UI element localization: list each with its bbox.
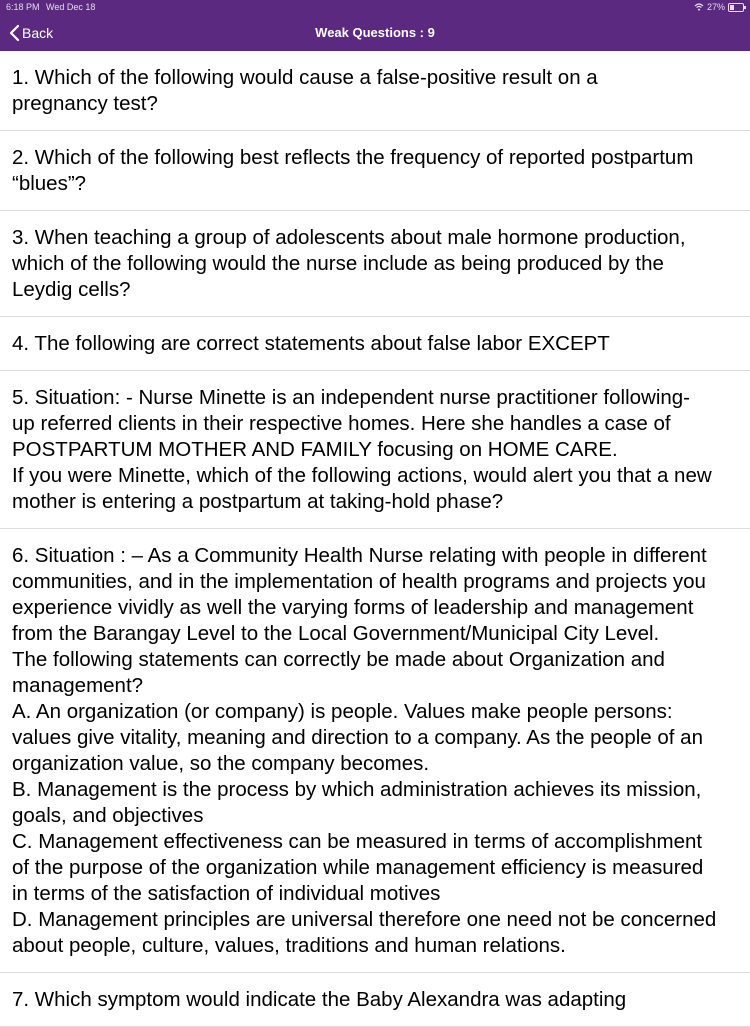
question-item[interactable] [0, 211, 750, 317]
question-text-line: C. Management effectiveness can be measured in terms of accomplishment [12, 830, 703, 853]
status-right [694, 0, 744, 14]
question-text-line: “blues”? [12, 172, 87, 195]
question-text-line: values give vitality, meaning and direction to a company. As the people of an [12, 726, 703, 749]
question-item[interactable] [0, 131, 750, 211]
wifi-icon [694, 3, 704, 11]
question-text-line: pregnancy test? [12, 92, 158, 115]
question-item[interactable] [0, 51, 750, 131]
question-text-line: 1. Which of the following would cause a false-positive result on a [12, 66, 598, 89]
question-text-line: Leydig cells? [12, 278, 131, 301]
question-text-line: 5. Situation: - Nurse Minette is an independent nurse practitioner following- [12, 386, 691, 409]
question-text-line: POSTPARTUM MOTHER AND FAMILY focusing on HOME CARE. [12, 438, 618, 461]
question-text-line: D. Management principles are universal therefore one need not be concerned [12, 908, 717, 931]
question-text-line: 2. Which of the following best reflects the frequency of reported postpartum [12, 146, 694, 169]
page-title: Weak Questions : 9 [315, 25, 435, 40]
battery-icon [728, 3, 744, 12]
question-text-line: from the Barangay Level to the Local Government/Municipal City Level. [12, 622, 660, 645]
question-text-line: of the purpose of the organization while management efficiency is measured [12, 856, 704, 879]
question-list [0, 51, 750, 1027]
question-text-line: 4. The following are correct statements about false labor EXCEPT [12, 332, 610, 355]
status-bar [0, 0, 750, 14]
question-text-line: If you were Minette, which of the following actions, would alert you that a new [12, 464, 712, 487]
question-text-line: mother is entering a postpartum at taking-hold phase? [12, 490, 504, 513]
question-text-line: 6. Situation : – As a Community Health Nurse relating with people in different [12, 544, 707, 567]
question-item[interactable] [0, 371, 750, 529]
question-text-line: The following statements can correctly be made about Organization and [12, 648, 665, 671]
question-text-line: B. Management is the process by which administration achieves its mission, [12, 778, 702, 801]
question-item[interactable] [0, 973, 750, 1027]
status-date: Wed Dec 18 [46, 2, 96, 12]
question-text-line: management? [12, 674, 144, 697]
question-text-line: about people, culture, values, traditions and human relations. [12, 934, 566, 957]
back-label: Back [22, 24, 54, 41]
battery-percent: 27% [706, 2, 725, 12]
question-text-line: organization value, so the company becomes. [12, 752, 430, 775]
question-text-line: goals, and objectives [12, 804, 204, 827]
question-text-line: 3. When teaching a group of adolescents about male hormone production, [12, 226, 686, 249]
nav-bar [0, 14, 750, 51]
chevron-left-icon [8, 24, 22, 42]
question-text-line: in terms of the satisfaction of individual motives [12, 882, 441, 905]
question-text-line: which of the following would the nurse include as being produced by the [12, 252, 664, 275]
question-item[interactable] [0, 317, 750, 371]
back-button[interactable] [8, 14, 53, 51]
status-time: 6:18 PM [6, 2, 40, 12]
question-text-line: 7. Which symptom would indicate the Baby Alexandra was adapting [12, 988, 627, 1011]
question-text-line: communities, and in the implementation of health programs and projects you [12, 570, 706, 593]
question-text-line: experience vividly as well the varying forms of leadership and management [12, 596, 694, 619]
question-text-line: up referred clients in their respective homes. Here she handles a case of [12, 412, 671, 435]
question-text-line: A. An organization (or company) is people. Values make people persons: [12, 700, 673, 723]
question-item[interactable] [0, 529, 750, 973]
